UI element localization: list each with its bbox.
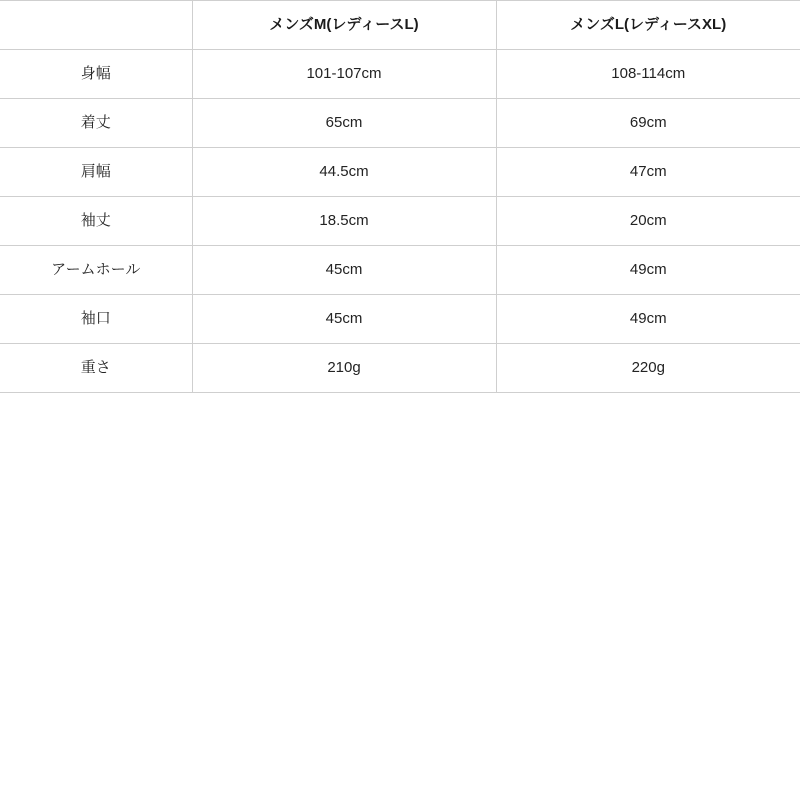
- table-row: [0, 295, 800, 344]
- row-header-sodeguchi: 袖口: [0, 295, 192, 344]
- table-header-row: [0, 1, 800, 50]
- column-header-size-m: メンズM(レディースL): [192, 1, 496, 50]
- table-row: [0, 197, 800, 246]
- row-header-kitake: 着丈: [0, 99, 192, 148]
- row-header-sodetake: 袖丈: [0, 197, 192, 246]
- table-body: [0, 50, 800, 393]
- cell-katahaba-l: 47cm: [496, 148, 800, 197]
- cell-omosa-m: 210g: [192, 344, 496, 393]
- row-header-katahaba: 肩幅: [0, 148, 192, 197]
- cell-sodeguchi-l: 49cm: [496, 295, 800, 344]
- table-row: [0, 246, 800, 295]
- row-header-armhole: アームホール: [0, 246, 192, 295]
- cell-sodetake-l: 20cm: [496, 197, 800, 246]
- blank-area: [0, 393, 800, 801]
- cell-armhole-l: 49cm: [496, 246, 800, 295]
- cell-mihaba-m: 101-107cm: [192, 50, 496, 99]
- size-chart-table: [0, 0, 800, 393]
- table-header: [0, 1, 800, 50]
- cell-sodetake-m: 18.5cm: [192, 197, 496, 246]
- cell-armhole-m: 45cm: [192, 246, 496, 295]
- table-row: [0, 344, 800, 393]
- cell-kitake-l: 69cm: [496, 99, 800, 148]
- cell-kitake-m: 65cm: [192, 99, 496, 148]
- row-header-mihaba: 身幅: [0, 50, 192, 99]
- cell-katahaba-m: 44.5cm: [192, 148, 496, 197]
- table-row: [0, 99, 800, 148]
- table-corner-cell: [0, 1, 192, 50]
- cell-sodeguchi-m: 45cm: [192, 295, 496, 344]
- row-header-omosa: 重さ: [0, 344, 192, 393]
- column-header-size-l: メンズL(レディースXL): [496, 1, 800, 50]
- table-row: [0, 50, 800, 99]
- table-row: [0, 148, 800, 197]
- cell-mihaba-l: 108-114cm: [496, 50, 800, 99]
- cell-omosa-l: 220g: [496, 344, 800, 393]
